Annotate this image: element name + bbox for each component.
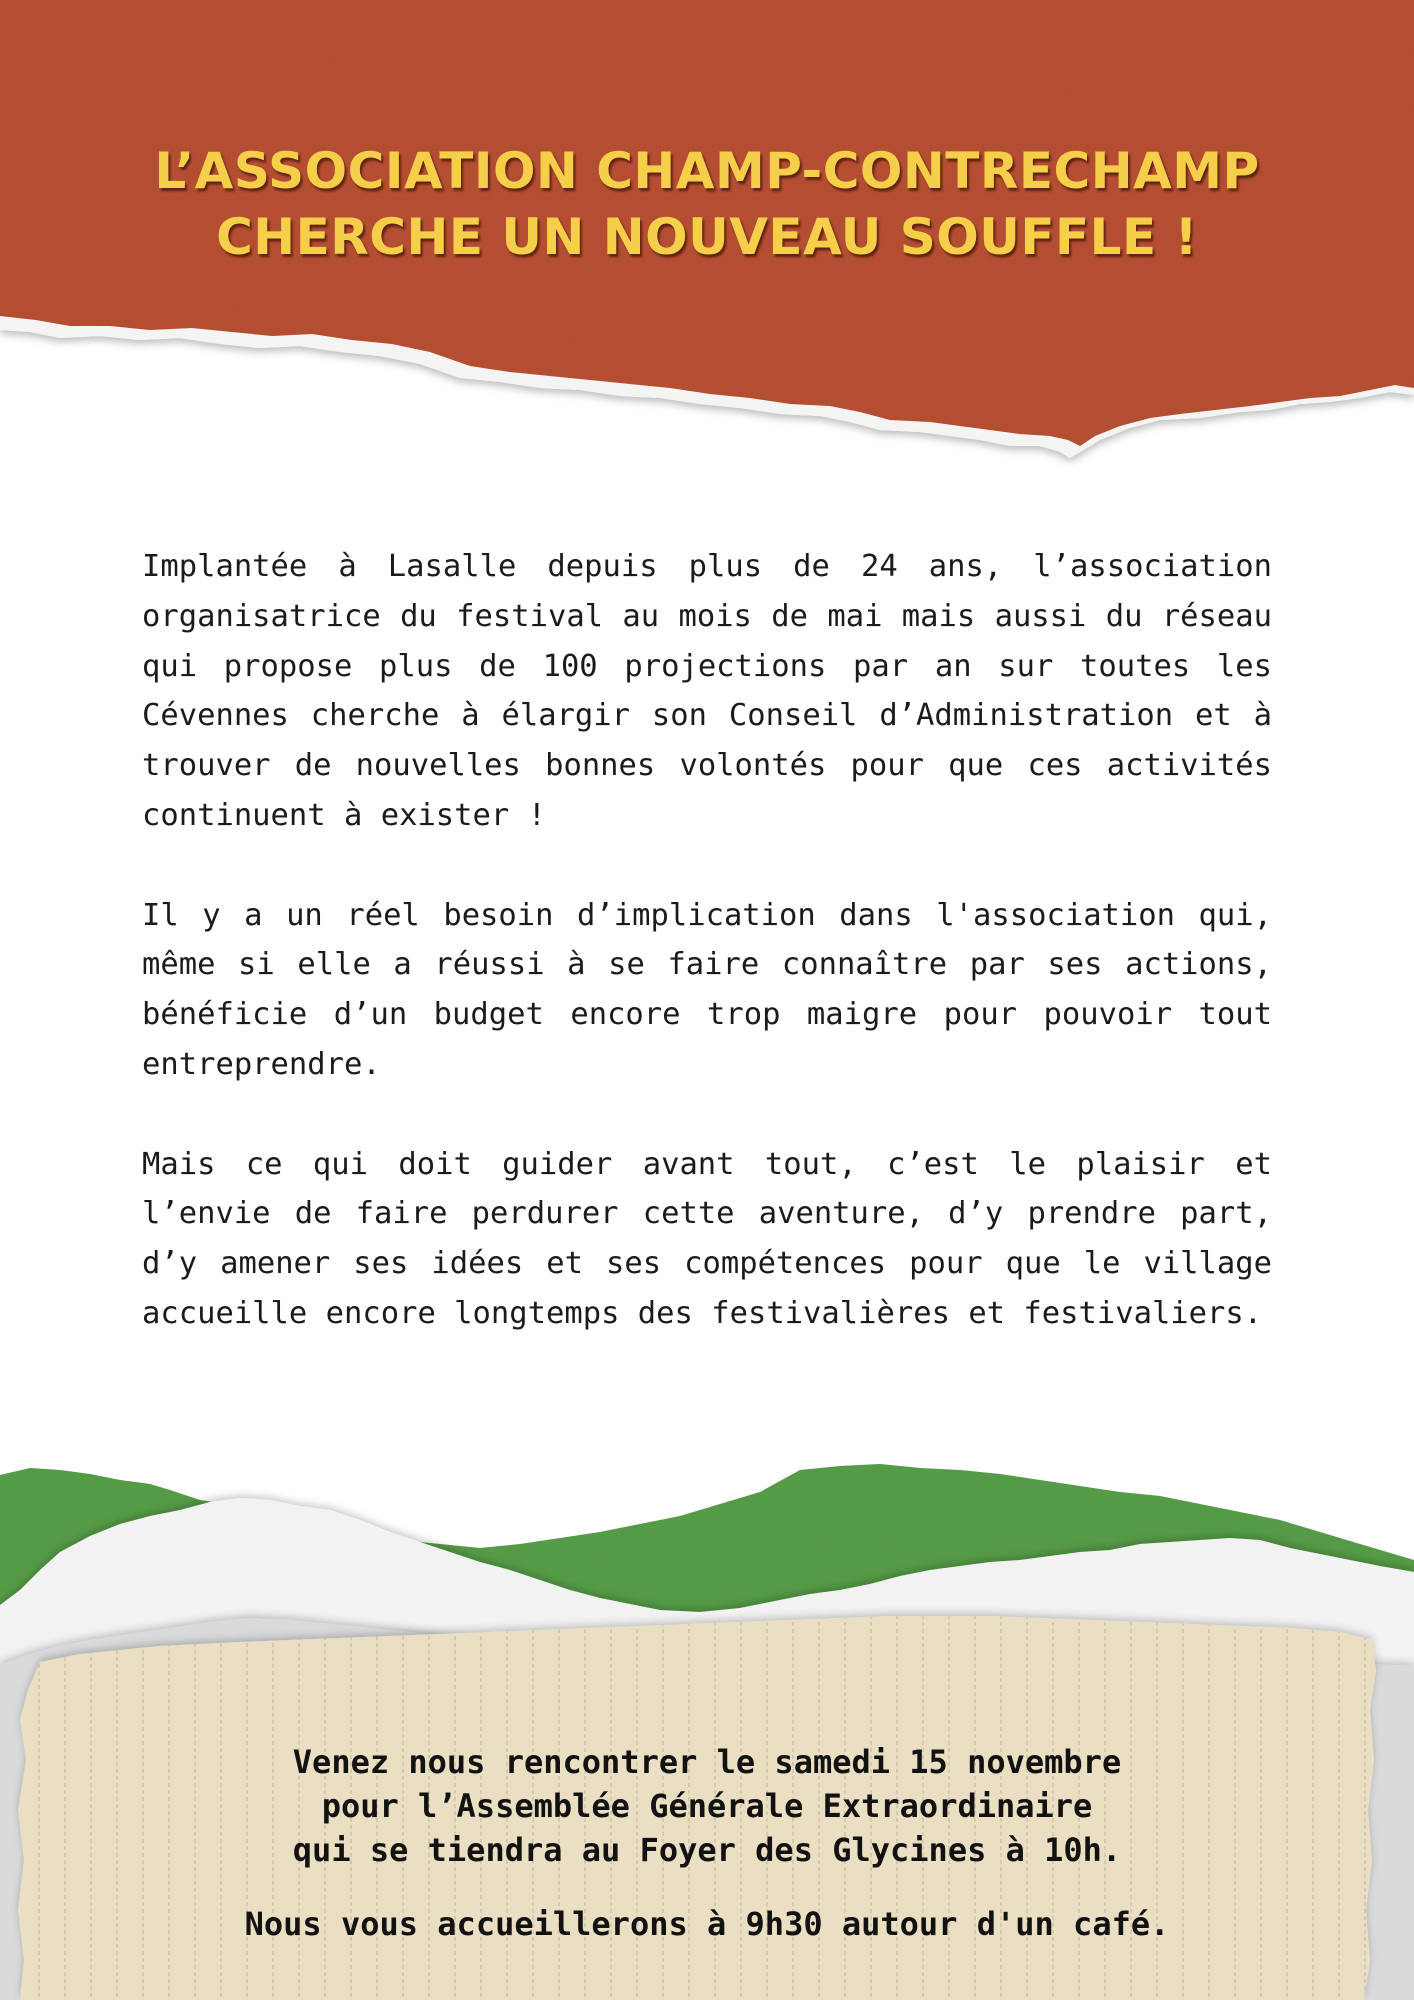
title-line-2: CHERCHE UN NOUVEAU SOUFFLE ! — [216, 208, 1198, 266]
invitation-text — [0, 1740, 1414, 1872]
title-line-1: L’ASSOCIATION CHAMP-CONTRECHAMP — [154, 142, 1260, 200]
invitation-line-3: qui se tiendra au Foyer des Glycines à 10h. — [292, 1831, 1122, 1869]
body-text — [142, 542, 1272, 1339]
paragraph-1: Implantée à Lasalle depuis plus de 24 ans, l’association organisatrice du festival au mois de mai mais aussi du réseau qui propose plus de 100 projections par an sur toutes les Cévennes cherche à élargir son Conseil d’Administration et à trouver de nouvelles bonnes volontés pour que ces activités continuent à exister ! — [142, 549, 1272, 833]
cafe-welcome-text: Nous vous accueillerons à 9h30 autour d'un café. — [244, 1905, 1170, 1943]
paragraph-3: Mais ce qui doit guider avant tout, c’est le plaisir et l’envie de faire perdurer cette aventure, d’y prendre part, d’y amener ses idées et ses compétences pour que le village accueille encore longtemps des festivalières et festivaliers. — [142, 1146, 1272, 1331]
invitation-line-1: Venez nous rencontrer le samedi 15 novembre — [292, 1743, 1122, 1781]
paragraph-2: Il y a un réel besoin d’implication dans l'association qui, même si elle a réussi à se faire connaître par ses actions, bénéficie d’un budget encore trop maigre pour pouvoir tout entreprendre. — [142, 897, 1272, 1082]
invitation-line-2: pour l’Assemblée Générale Extraordinaire — [321, 1787, 1093, 1825]
page-title — [0, 138, 1414, 270]
